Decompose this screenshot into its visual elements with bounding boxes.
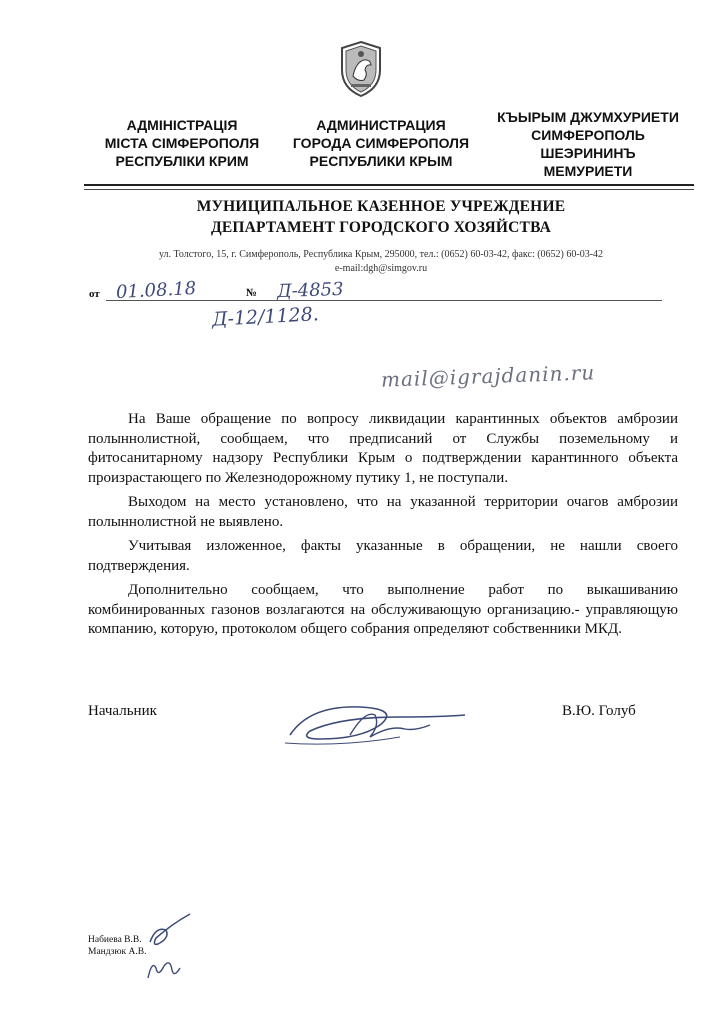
body-paragraph: Дополнительно сообщаем, что выполнение работ по выкашиванию комбинированных газонов возлагаются на обслуживающую организацию.- управляющую компанию, которую, протоколом общего собрания определяют собственники МКД. bbox=[88, 582, 678, 637]
crimea-emblem-icon bbox=[338, 40, 384, 98]
address-line: ул. Толстого, 15, г. Симферополь, Республика Крым, 295000, тел.: (0652) 60-03-42, факс: (0652) 60-03-42 bbox=[158, 249, 604, 260]
header-tatar bbox=[484, 108, 692, 180]
executor-name: Набиева В.В. bbox=[88, 935, 142, 945]
from-label: от bbox=[89, 288, 100, 300]
header-russian-line: АДМИНИСТРАЦИЯ bbox=[316, 117, 446, 133]
handwritten-reference: Д-12/1128. bbox=[211, 303, 320, 331]
header-divider-thin bbox=[84, 189, 694, 190]
letter-body bbox=[88, 410, 678, 645]
body-paragraph: Учитывая изложенное, факты указанные в обращении, не нашли своего подтверждения. bbox=[88, 538, 678, 574]
number-label: № bbox=[246, 287, 258, 299]
organization-line-2: ДЕПАРТАМЕНТ ГОРОДСКОГО ХОЗЯЙСТВА bbox=[210, 219, 552, 236]
body-paragraph: Выходом на место установлено, что на указанной территории очагов амброзии полыннолистной не выявлено. bbox=[88, 494, 678, 530]
email-line: e-mail:dgh@simgov.ru bbox=[334, 263, 428, 274]
header-russian bbox=[282, 116, 480, 170]
handwritten-initials bbox=[142, 908, 194, 986]
header-tatar-line: ШЕЭРИНИНЪ bbox=[540, 145, 636, 161]
body-paragraph: На Ваше обращение по вопросу ликвидации карантинных объектов амброзии полыннолистной, сообщаем, что предписаний от Службы поземельному и фитосанитарному надзору Республики Крым о подтверждении карантинного объекта произрастающего по Железнодорожному путику 1, не поступали. bbox=[88, 411, 678, 486]
header-ukrainian bbox=[86, 116, 278, 170]
handwritten-recipient: mail@igrajdanin.ru bbox=[380, 360, 596, 392]
handwritten-number: Д-4853 bbox=[276, 278, 344, 303]
organization-name bbox=[84, 196, 678, 238]
executors-block bbox=[88, 934, 146, 958]
executor-name: Мандзюк А.В. bbox=[88, 947, 147, 957]
header-russian-line: РЕСПУБЛИКИ КРЫМ bbox=[309, 153, 453, 169]
header-ukrainian-line: МІСТА СІМФЕРОПОЛЯ bbox=[104, 135, 260, 151]
header-tatar-line: МЕМУРИЕТИ bbox=[543, 163, 633, 179]
reference-underline bbox=[106, 300, 662, 301]
header-ukrainian-line: РЕСПУБЛІКИ КРИМ bbox=[115, 153, 249, 169]
organization-line-1: МУНИЦИПАЛЬНОЕ КАЗЕННОЕ УЧРЕЖДЕНИЕ bbox=[196, 198, 566, 215]
address-block bbox=[84, 248, 678, 276]
header-divider bbox=[84, 184, 694, 186]
handwritten-date: 01.08.18 bbox=[115, 277, 197, 304]
signer-title: Начальник bbox=[88, 703, 157, 719]
signer-name: В.Ю. Голуб bbox=[562, 703, 636, 719]
header-tatar-line: СИМФЕРОПОЛЬ bbox=[531, 127, 645, 143]
header-russian-line: ГОРОДА СИМФЕРОПОЛЯ bbox=[292, 135, 470, 151]
header-tatar-line: КЪЫРЫМ ДЖУМХУРИЕТИ bbox=[497, 109, 679, 125]
header-ukrainian-line: АДМІНІСТРАЦІЯ bbox=[126, 117, 238, 133]
handwritten-signature bbox=[280, 695, 470, 750]
